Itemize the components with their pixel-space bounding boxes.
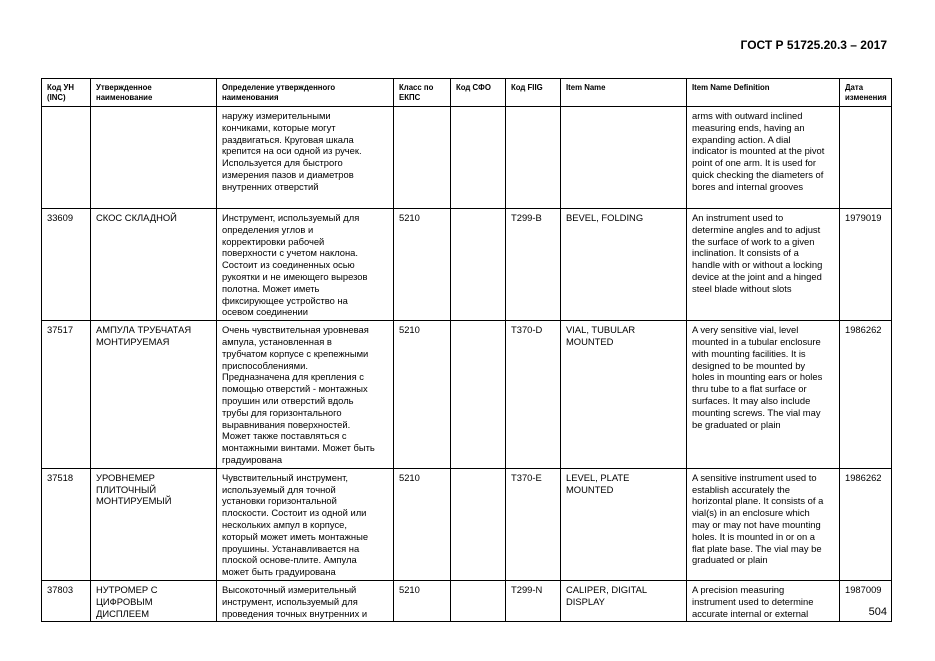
text-line: наименование <box>96 93 153 102</box>
text-line: нескольких ампул в корпусе, <box>222 518 347 530</box>
text-line: плоскости. Состоит из одной или <box>222 507 367 519</box>
text-line: vial(s) in an enclosure which <box>692 507 810 519</box>
cell-date: 1986262 <box>840 321 892 469</box>
cell-fiig: T299-B <box>506 209 561 321</box>
text-line: ЕКПС <box>399 93 421 102</box>
cell-definition-ru <box>217 209 394 321</box>
table-header-row <box>42 79 892 107</box>
text-line: the surface of work to a given <box>692 235 815 247</box>
cell-inc: 37517 <box>42 321 91 469</box>
header-change-date <box>840 79 892 107</box>
text-line: with mounting facilities. It is <box>692 347 806 359</box>
text-line: Определение утвержденного <box>222 83 336 92</box>
table-row <box>42 580 892 621</box>
text-line: thru tube to a flat surface or <box>692 383 807 395</box>
text-line: be graduated or plain <box>692 418 781 430</box>
text-line: mounting screws. The vial may <box>692 406 821 418</box>
text-line: наружу измерительными <box>222 110 331 121</box>
text-line: flat plate base. The vial may be <box>692 542 822 554</box>
text-line: ДИСПЛЕЕМ <box>96 607 150 619</box>
table-row <box>42 468 892 580</box>
text-line: выравнивания поверхностей. <box>222 418 351 430</box>
table-row <box>42 321 892 469</box>
text-line: mounted in a tubular enclosure <box>692 335 821 347</box>
text-line: определения углов и <box>222 223 314 235</box>
text-line: VIAL, TUBULAR <box>566 324 636 336</box>
text-line: инструмент, используемый для <box>222 595 358 607</box>
text-line: Используется для быстрого <box>222 157 343 169</box>
text-line: (INC) <box>47 93 66 102</box>
text-line: measuring ends, having an <box>692 121 805 133</box>
text-line: Предназначена для крепления с <box>222 371 364 383</box>
text-line: Item Name Definition <box>692 83 770 92</box>
text-line: DISPLAY <box>566 595 605 607</box>
text-line: МОНТИРУЕМЫЙ <box>96 495 172 507</box>
text-line: indicator is mounted at the pivot <box>692 145 825 157</box>
header-item-definition <box>687 79 840 107</box>
text-line: Код FIIG <box>511 83 543 92</box>
text-line: bores and internal grooves <box>692 180 804 192</box>
text-line: expanding action. A dial <box>692 133 791 145</box>
text-line: МОНТИРУЕМАЯ <box>96 335 170 347</box>
text-line: фиксирующее устройство на <box>222 294 348 306</box>
header-inc <box>42 79 91 107</box>
text-line: ПЛИТОЧНЫЙ <box>96 483 157 495</box>
header-sfo <box>451 79 506 107</box>
cell-class: 5210 <box>394 209 451 321</box>
cell-date: 1987009 <box>840 580 892 621</box>
text-line: BEVEL, FOLDING <box>566 212 644 223</box>
text-line: крепится на оси одной из ручек. <box>222 145 362 157</box>
cell-sfo <box>451 580 506 621</box>
text-line: Код СФО <box>456 83 491 92</box>
text-line: holes. It is mounted in or on a <box>692 530 815 542</box>
text-line: A sensitive instrument used to <box>692 471 817 483</box>
text-line: помощью отверстий - монтажных <box>222 383 368 395</box>
text-line: surfaces. It may also include <box>692 394 811 406</box>
text-line: поверхности с учетом наклона. <box>222 247 358 259</box>
text-line: CALIPER, DIGITAL <box>566 583 648 595</box>
cell-definition-ru <box>217 580 394 621</box>
text-line: изменения <box>845 93 887 102</box>
text-line: который может иметь монтажные <box>222 530 369 542</box>
text-line: quick checking the diameters of <box>692 168 824 180</box>
text-line: рукоятки и не имеющего вырезов <box>222 270 368 282</box>
text-line: плоской основе-плите. Ампула <box>222 554 357 566</box>
text-line: измерения пазов и диаметров <box>222 168 354 180</box>
text-line: кончиками, которые могут <box>222 121 336 133</box>
cell-item-name <box>561 580 687 621</box>
text-line: градуирована <box>222 453 283 465</box>
text-line: проушин или отверстий вдоль <box>222 394 354 406</box>
text-line: graduated or plain <box>692 554 768 566</box>
text-line: arms with outward inclined <box>692 110 803 121</box>
cell-date: 1979019 <box>840 209 892 321</box>
cell-date <box>840 107 892 209</box>
cell-item-name <box>561 209 687 321</box>
text-line: трубы для горизонтального <box>222 406 342 418</box>
text-line: MOUNTED <box>566 483 614 495</box>
text-line: установки горизонтальной <box>222 495 337 507</box>
text-line: holes in mounting ears or holes <box>692 371 823 383</box>
text-line: inclination. It consists of a <box>692 247 799 259</box>
text-line: A very sensitive vial, level <box>692 324 799 336</box>
text-line: Очень чувствительная уровневая <box>222 324 369 336</box>
text-line: трубчатом корпусе с крепежными <box>222 347 369 359</box>
header-fiig <box>506 79 561 107</box>
text-line: Дата <box>845 83 864 92</box>
header-item-name <box>561 79 687 107</box>
text-line: establish accurately the <box>692 483 790 495</box>
text-line: designed to be mounted by <box>692 359 806 371</box>
cell-sfo <box>451 321 506 469</box>
text-line: Утвержденное <box>96 83 152 92</box>
text-line: Код УН <box>47 83 75 92</box>
cell-inc: 37803 <box>42 580 91 621</box>
cell-name-ru <box>91 321 217 469</box>
text-line: может быть градуирована <box>222 566 336 578</box>
text-line: accurate internal or external <box>692 607 809 619</box>
text-line: Высокоточный измерительный <box>222 583 357 595</box>
cell-definition-ru <box>217 107 394 209</box>
cell-definition-en <box>687 580 840 621</box>
header-approved-name <box>91 79 217 107</box>
header-class <box>394 79 451 107</box>
text-line: determine angles and to adjust <box>692 223 821 235</box>
cell-item-name <box>561 321 687 469</box>
cell-definition-en <box>687 321 840 469</box>
text-line: Может также поставляться с <box>222 430 347 442</box>
cell-date: 1986262 <box>840 468 892 580</box>
table-row-continuation <box>42 107 892 209</box>
text-line: монтажными винтами. Может быть <box>222 442 375 454</box>
text-line: ампула, установленная в <box>222 335 332 347</box>
text-line: проведения точных внутренних и <box>222 607 368 619</box>
cell-name-ru <box>91 580 217 621</box>
text-line: СКОС СКЛАДНОЙ <box>96 212 177 223</box>
cell-class: 5210 <box>394 321 451 469</box>
cell-definition-ru <box>217 468 394 580</box>
text-line: полотна. Может иметь <box>222 282 320 294</box>
text-line: Чувствительный инструмент, <box>222 471 348 483</box>
cell-item-name <box>561 107 687 209</box>
text-line: MOUNTED <box>566 335 614 347</box>
text-line: раздвигаться. Круговая шкала <box>222 133 354 145</box>
cell-definition-en <box>687 107 840 209</box>
text-line: may or may not have mounting <box>692 518 821 530</box>
text-line: point of one arm. It is used for <box>692 157 817 169</box>
text-line: используемый для точной <box>222 483 336 495</box>
cell-fiig: T370-D <box>506 321 561 469</box>
cell-name-ru <box>91 107 217 209</box>
cell-class: 5210 <box>394 468 451 580</box>
text-line: instrument used to determine <box>692 595 814 607</box>
text-line: An instrument used to <box>692 212 784 223</box>
cell-definition-en <box>687 209 840 321</box>
text-line: Item Name <box>566 83 606 92</box>
cell-inc <box>42 107 91 209</box>
text-line: steel blade without slots <box>692 282 792 294</box>
cell-inc: 37518 <box>42 468 91 580</box>
classification-table <box>41 78 892 622</box>
header-definition-ru <box>217 79 394 107</box>
cell-sfo <box>451 107 506 209</box>
page-number: 504 <box>868 606 887 618</box>
text-line: АМПУЛА ТРУБЧАТАЯ <box>96 324 192 336</box>
text-line: Инструмент, используемый для <box>222 212 360 223</box>
text-line: корректировки рабочей <box>222 235 325 247</box>
text-line: horizontal plane. It consists of a <box>692 495 824 507</box>
cell-fiig: T370-E <box>506 468 561 580</box>
cell-definition-ru <box>217 321 394 469</box>
cell-item-name <box>561 468 687 580</box>
table-row <box>42 209 892 321</box>
standard-designation: ГОСТ Р 51725.20.3 – 2017 <box>740 38 887 52</box>
text-line: осевом соединении <box>222 306 309 318</box>
text-line: НУТРОМЕР С <box>96 583 158 595</box>
text-line: УРОВНЕМЕР <box>96 471 155 483</box>
cell-name-ru <box>91 209 217 321</box>
cell-class <box>394 107 451 209</box>
text-line: ЦИФРОВЫМ <box>96 595 153 607</box>
text-line: Класс по <box>399 83 434 92</box>
text-line: handle with or without a locking <box>692 259 823 271</box>
cell-class: 5210 <box>394 580 451 621</box>
text-line: device at the joint and a hinged <box>692 270 822 282</box>
cell-fiig <box>506 107 561 209</box>
text-line: наименования <box>222 93 279 102</box>
text-line: проушины. Устанавливается на <box>222 542 360 554</box>
cell-sfo <box>451 468 506 580</box>
text-line: внутренних отверстий <box>222 180 319 192</box>
cell-fiig: T299-N <box>506 580 561 621</box>
cell-definition-en <box>687 468 840 580</box>
cell-name-ru <box>91 468 217 580</box>
cell-sfo <box>451 209 506 321</box>
cell-inc: 33609 <box>42 209 91 321</box>
text-line: Состоит из соединенных осью <box>222 259 355 271</box>
text-line: приспособлениями. <box>222 359 308 371</box>
text-line: LEVEL, PLATE <box>566 471 630 483</box>
text-line: A precision measuring <box>692 583 785 595</box>
